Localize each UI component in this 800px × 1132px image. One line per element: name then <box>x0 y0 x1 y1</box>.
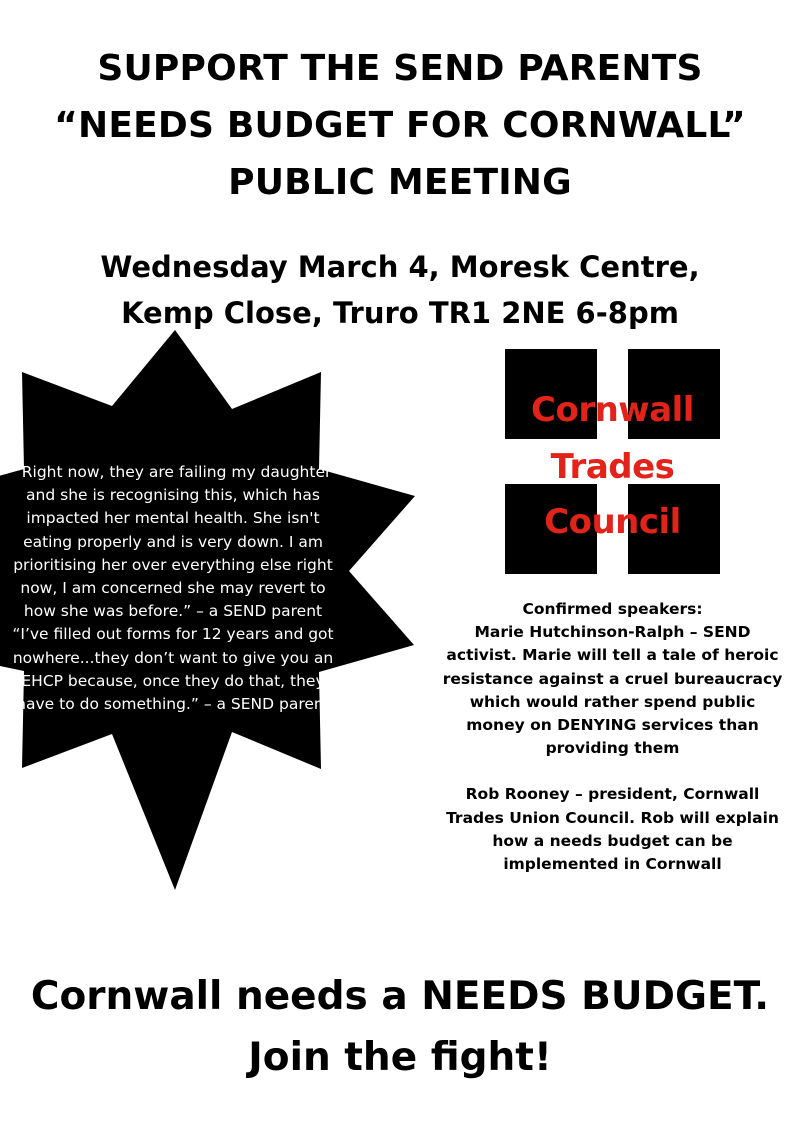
cta-line-2: Join the fight! <box>248 1035 552 1080</box>
event-address-time: Kemp Close, Truro TR1 2NE 6-8pm <box>121 296 679 330</box>
speaker-spacer <box>440 760 785 783</box>
event-details <box>0 244 800 336</box>
logo-word-trades: Trades <box>550 447 675 487</box>
event-date-venue: Wednesday March 4, Moresk Centre, <box>100 250 700 284</box>
parent-quote: "Right now, they are failing my daughter and she is recognising this, which has impacted her mental health. She isn't eating properly and is very down. I am prioritising her over everything else right now, I am concerned she may revert to how she was before.” – a SEND parent “I’ve filled out forms for 12 years and got nowhere...they don’t want to give you an EHCP because, once they do that, they have to do something.” – a SEND parent <box>12 463 334 714</box>
quote-burst <box>0 325 420 895</box>
speakers-section <box>440 598 785 876</box>
speaker-rob: Rob Rooney – president, Cornwall Trades Union Council. Rob will explain how a needs budget can be implemented in Cornwall <box>446 785 779 874</box>
page-title <box>0 40 800 211</box>
cta-line-1: Cornwall needs a NEEDS BUDGET. <box>30 974 770 1019</box>
speakers-heading: Confirmed speakers: <box>522 600 703 618</box>
title-line-1: SUPPORT THE SEND PARENTS <box>97 48 703 89</box>
title-line-2: “NEEDS BUDGET FOR CORNWALL” <box>54 105 746 146</box>
title-line-3: PUBLIC MEETING <box>228 162 572 203</box>
logo-word-cornwall: Cornwall <box>531 390 694 430</box>
speaker-marie: Marie Hutchinson-Ralph – SEND activist. Marie will tell a tale of heroic resistance against a cruel bureaucracy which would rather spend public money on DENYING services than providing them <box>442 623 783 758</box>
cornwall-trades-council-logo <box>505 349 720 574</box>
logo-word-council: Council <box>544 502 681 542</box>
call-to-action <box>0 966 800 1088</box>
